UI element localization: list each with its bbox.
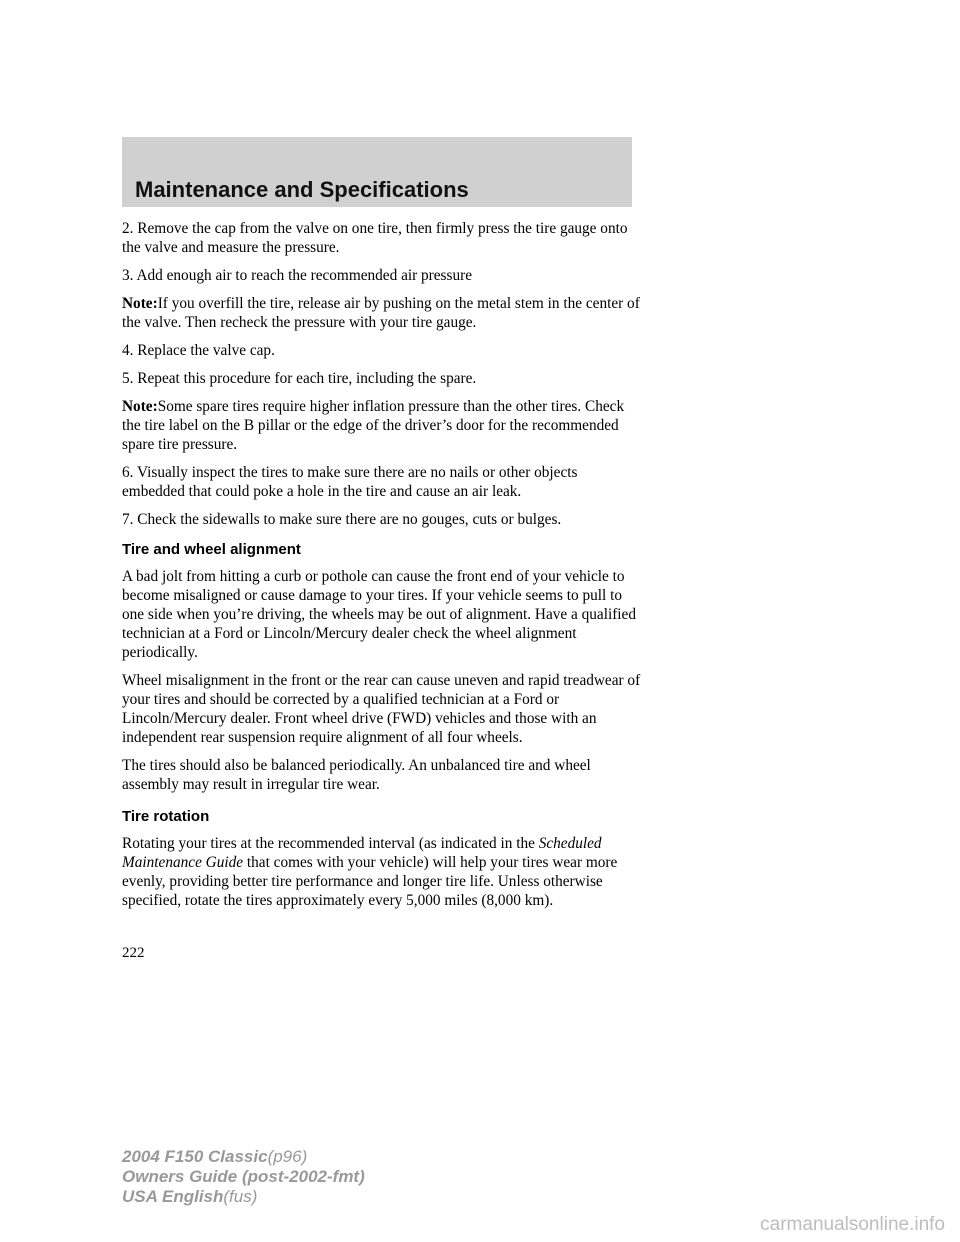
note-text: If you overfill the tire, release air by pushing on the metal stem in the center of the valve. Then recheck the pressure with your tire gauge.: [122, 295, 640, 331]
alignment-paragraph-3: The tires should also be balanced periodically. An unbalanced tire and wheel assembly may result in irregular tire wear.: [122, 757, 591, 793]
footer-model: 2004 F150 Classic: [122, 1147, 268, 1166]
footer-line-1: [122, 1147, 365, 1167]
note-spare: [122, 397, 642, 454]
alignment-heading: Tire and wheel alignment: [122, 541, 301, 558]
page-number: 222: [122, 945, 145, 961]
step-2: 2. Remove the cap from the valve on one tire, then firmly press the tire gauge onto the valve and measure the pressure.: [122, 220, 628, 256]
watermark: carmanualsonline.info: [760, 1214, 945, 1235]
page-content: [122, 219, 642, 919]
note-text: Some spare tires require higher inflation pressure than the other tires. Check the tire label on the B pillar or the edge of the driver’s door for the recommended spare tire pressure.: [122, 398, 625, 453]
note-label: Note:: [122, 398, 158, 415]
alignment-paragraph-2: Wheel misalignment in the front or the rear can cause uneven and rapid treadwear of your tires and should be corrected by a qualified technician at a Ford or Lincoln/Mercury dealer. Front wheel drive (FWD) vehicles and those with an independent rear suspension require alignment of all four wheels.: [122, 672, 641, 746]
step-3: 3. Add enough air to reach the recommended air pressure: [122, 267, 472, 284]
footer-guide: Owners Guide (post-2002-fmt): [122, 1167, 365, 1186]
rotation-guide-title: Scheduled Maintenance Guide: [122, 835, 602, 871]
document-footer: [122, 1147, 365, 1207]
note-label: Note:: [122, 295, 158, 312]
step-7: 7. Check the sidewalls to make sure there are no gouges, cuts or bulges.: [122, 511, 562, 528]
step-4: 4. Replace the valve cap.: [122, 342, 275, 359]
step-5: 5. Repeat this procedure for each tire, including the spare.: [122, 370, 477, 387]
footer-line-2: [122, 1167, 365, 1187]
section-title: Maintenance and Specifications: [135, 177, 469, 202]
step-6: 6. Visually inspect the tires to make sure there are no nails or other objects embedded that could poke a hole in the tire and cause an air leak.: [122, 464, 578, 500]
rotation-heading: Tire rotation: [122, 808, 210, 825]
alignment-paragraph-1: A bad jolt from hitting a curb or pothole can cause the front end of your vehicle to become misaligned or cause damage to your tires. If your vehicle seems to pull to one side when you’re driving, the wheels may be out of alignment. Have a qualified technician at a Ford or Lincoln/Mercury dealer check the wheel alignment periodically.: [122, 568, 636, 661]
section-header-band: [122, 137, 632, 207]
footer-line-3: [122, 1187, 365, 1207]
rotation-text-end: that comes with your vehicle) will help your tires wear more evenly, providing better tire performance and longer tire life. Unless otherwise specified, rotate the tires approximately every 5,000 miles (8,000 km).: [122, 854, 618, 909]
footer-model-code: (p96): [267, 1147, 308, 1166]
footer-language: USA English: [122, 1187, 224, 1206]
rotation-text-start: Rotating your tires at the recommended interval (as indicated in the: [122, 835, 539, 852]
note-overfill: [122, 294, 642, 332]
rotation-paragraph: [122, 834, 642, 910]
footer-language-code: (fus): [223, 1187, 258, 1206]
